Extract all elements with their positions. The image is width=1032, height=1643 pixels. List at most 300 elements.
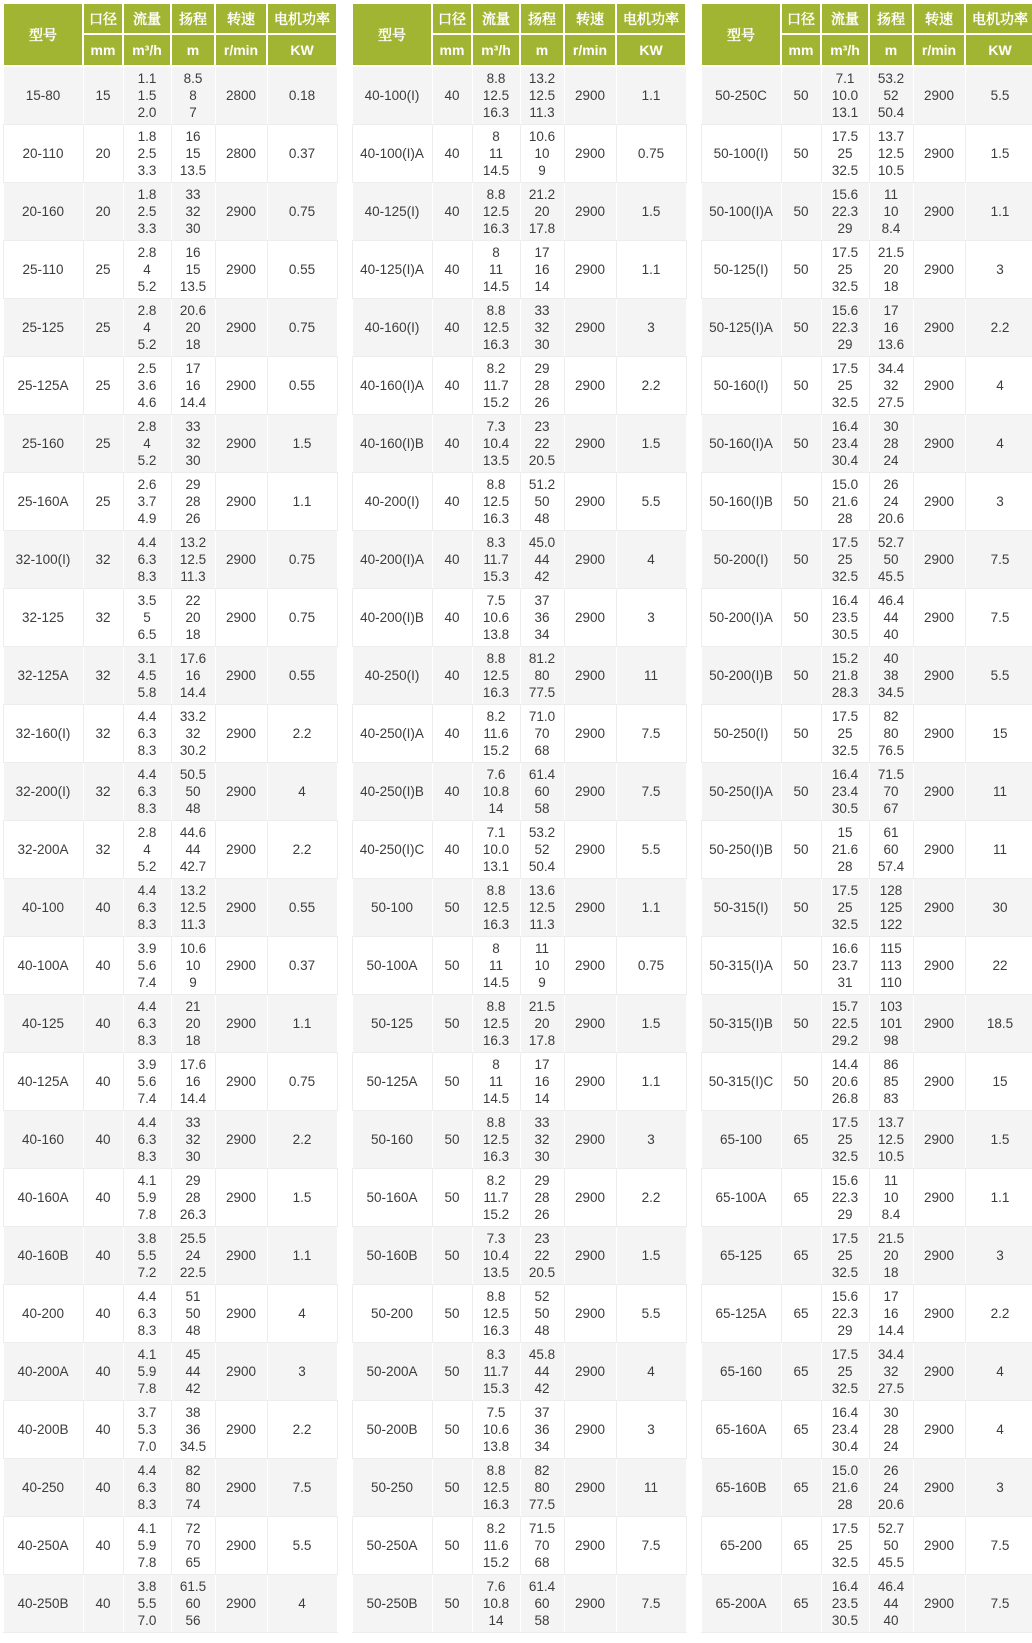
flow-value: 15.3 [482, 1381, 510, 1396]
head-cell [171, 1285, 215, 1343]
head-cell [520, 299, 564, 357]
head-value: 10.5 [877, 163, 905, 178]
flow-cell [123, 821, 171, 879]
head-value: 77.5 [528, 1497, 556, 1512]
table-row [352, 995, 686, 1053]
head-value: 18 [883, 279, 899, 294]
model-cell: 65-125 [701, 1227, 781, 1285]
diameter-cell: 50 [781, 937, 821, 995]
head-value: 34 [534, 627, 550, 642]
diameter-cell: 65 [781, 1517, 821, 1575]
head-value: 17.8 [528, 1033, 556, 1048]
head-value: 20.6 [179, 303, 207, 318]
flow-value: 10.8 [482, 784, 510, 799]
flow-value: 15.2 [482, 1207, 510, 1222]
head-value: 33 [534, 303, 550, 318]
header-power-unit: KW [267, 34, 337, 66]
flow-value: 7.5 [486, 593, 506, 608]
flow-cell [472, 879, 520, 937]
head-cell [869, 1227, 913, 1285]
flow-cell [472, 473, 520, 531]
model-cell: 40-125A [3, 1053, 83, 1111]
table-row [701, 879, 1032, 937]
table-row [701, 821, 1032, 879]
head-value: 30 [883, 1405, 899, 1420]
flow-value: 6.3 [137, 1016, 157, 1031]
flow-cell [821, 183, 869, 241]
flow-value: 4.4 [137, 767, 157, 782]
speed-cell: 2900 [215, 1111, 267, 1169]
speed-cell: 2900 [913, 1227, 965, 1285]
head-value: 36 [534, 610, 550, 625]
flow-value: 2.8 [137, 303, 157, 318]
table-row [352, 937, 686, 995]
power-cell: 4 [965, 357, 1032, 415]
model-cell: 50-250(I) [701, 705, 781, 763]
flow-value: 8.3 [137, 801, 157, 816]
diameter-cell: 50 [781, 66, 821, 125]
head-value: 13.2 [179, 535, 207, 550]
head-cell [171, 937, 215, 995]
speed-cell: 2900 [215, 763, 267, 821]
head-value: 9 [538, 975, 546, 990]
speed-cell: 2900 [913, 531, 965, 589]
speed-cell: 2900 [564, 183, 616, 241]
head-value: 28 [534, 1190, 550, 1205]
flow-value: 12.5 [482, 1132, 510, 1147]
header-speed-unit: r/min [913, 34, 965, 66]
head-cell [869, 937, 913, 995]
head-value: 17 [534, 1057, 550, 1072]
head-cell [171, 1459, 215, 1517]
flow-value: 1.8 [137, 129, 157, 144]
head-cell [171, 415, 215, 473]
model-cell: 65-100 [701, 1111, 781, 1169]
head-value: 17 [534, 245, 550, 260]
power-cell: 4 [965, 1401, 1032, 1459]
table-row [3, 1053, 337, 1111]
flow-value: 8.3 [137, 917, 157, 932]
flow-value: 8 [492, 129, 500, 144]
table-row [701, 1517, 1032, 1575]
table-row [352, 705, 686, 763]
head-value: 21.5 [877, 1231, 905, 1246]
head-cell [869, 763, 913, 821]
diameter-cell: 32 [83, 589, 123, 647]
speed-cell: 2900 [913, 1401, 965, 1459]
flow-value: 22.5 [831, 1016, 859, 1031]
speed-cell: 2900 [564, 241, 616, 299]
flow-value: 11 [488, 958, 503, 973]
flow-value: 4 [143, 436, 151, 451]
flow-value: 4.4 [137, 535, 157, 550]
head-value: 50 [185, 1306, 201, 1321]
pump-table-2 [351, 2, 687, 1633]
flow-value: 7.2 [137, 1265, 157, 1280]
table-row [3, 1227, 337, 1285]
head-value: 10 [534, 146, 550, 161]
flow-value: 23.5 [831, 1596, 859, 1611]
diameter-cell: 65 [781, 1575, 821, 1633]
head-value: 22 [534, 1248, 550, 1263]
table-row [352, 531, 686, 589]
speed-cell: 2900 [913, 357, 965, 415]
head-cell [520, 241, 564, 299]
flow-value: 3.7 [137, 1405, 157, 1420]
table-row [3, 589, 337, 647]
flow-value: 21.6 [831, 494, 859, 509]
table-row [352, 1053, 686, 1111]
head-value: 29 [185, 477, 201, 492]
head-value: 52.7 [877, 535, 905, 550]
diameter-cell: 50 [432, 1111, 472, 1169]
flow-cell [821, 705, 869, 763]
head-value: 46.4 [877, 1579, 905, 1594]
speed-cell: 2900 [913, 589, 965, 647]
power-cell: 4 [965, 1343, 1032, 1401]
head-value: 17 [883, 303, 899, 318]
speed-cell: 2900 [564, 1111, 616, 1169]
model-cell: 40-250(I)A [352, 705, 432, 763]
power-cell: 7.5 [616, 705, 686, 763]
table-row [701, 183, 1032, 241]
flow-cell [821, 241, 869, 299]
flow-cell [821, 763, 869, 821]
flow-value: 32.5 [831, 395, 859, 410]
head-value: 10.5 [877, 1149, 905, 1164]
head-value: 11.3 [529, 105, 555, 120]
head-cell [171, 183, 215, 241]
head-cell [171, 821, 215, 879]
head-value: 33 [534, 1115, 550, 1130]
head-value: 26 [534, 1207, 550, 1222]
flow-cell [472, 763, 520, 821]
head-value: 48 [534, 1323, 550, 1338]
flow-value: 7.6 [486, 1579, 506, 1594]
flow-value: 12.5 [482, 320, 510, 335]
flow-value: 16.4 [831, 419, 859, 434]
model-cell: 50-315(I)B [701, 995, 781, 1053]
power-cell: 4 [267, 1285, 337, 1343]
table-row [3, 1517, 337, 1575]
diameter-cell: 40 [83, 995, 123, 1053]
head-value: 57.4 [877, 859, 905, 874]
flow-value: 30.5 [831, 1613, 859, 1628]
flow-cell [821, 1343, 869, 1401]
speed-cell: 2900 [913, 1575, 965, 1633]
head-value: 30 [185, 221, 201, 236]
table-row [3, 125, 337, 183]
flow-value: 16.4 [831, 593, 859, 608]
head-cell [520, 125, 564, 183]
model-cell: 50-125A [352, 1053, 432, 1111]
flow-value: 5.2 [137, 279, 157, 294]
head-value: 80 [534, 668, 550, 683]
flow-cell [472, 1111, 520, 1169]
head-cell [171, 1575, 215, 1633]
power-cell: 7.5 [965, 589, 1032, 647]
diameter-cell: 50 [781, 473, 821, 531]
head-value: 13.6 [528, 883, 556, 898]
head-value: 72 [185, 1521, 201, 1536]
diameter-cell: 65 [781, 1401, 821, 1459]
head-cell [520, 415, 564, 473]
diameter-cell: 40 [432, 589, 472, 647]
table-row [3, 241, 337, 299]
head-cell [869, 1401, 913, 1459]
head-value: 11.3 [529, 917, 555, 932]
table-row [352, 1343, 686, 1401]
flow-cell [472, 66, 520, 125]
head-value: 45 [185, 1347, 201, 1362]
diameter-cell: 40 [83, 1575, 123, 1633]
head-value: 10.6 [179, 941, 207, 956]
head-cell [520, 647, 564, 705]
head-value: 71.5 [877, 767, 905, 782]
flow-value: 20.6 [831, 1074, 859, 1089]
speed-cell: 2900 [564, 299, 616, 357]
flow-value: 17.5 [831, 1231, 859, 1246]
power-cell: 1.5 [616, 415, 686, 473]
head-value: 33.2 [179, 709, 207, 724]
power-cell: 1.5 [965, 1111, 1032, 1169]
table-row [352, 241, 686, 299]
diameter-cell: 50 [781, 531, 821, 589]
model-cell: 40-250(I)C [352, 821, 432, 879]
flow-value: 17.5 [831, 1521, 859, 1536]
head-value: 20.6 [877, 511, 905, 526]
pump-table-1 [2, 2, 338, 1633]
diameter-cell: 20 [83, 183, 123, 241]
table-row [352, 1227, 686, 1285]
power-cell: 4 [616, 1343, 686, 1401]
flow-value: 8 [492, 1057, 500, 1072]
model-cell: 32-100(I) [3, 531, 83, 589]
head-value: 15 [185, 146, 201, 161]
model-cell: 50-160B [352, 1227, 432, 1285]
power-cell: 1.5 [616, 1227, 686, 1285]
power-cell: 2.2 [616, 357, 686, 415]
head-cell [869, 821, 913, 879]
head-value: 48 [185, 1323, 201, 1338]
head-value: 82 [883, 709, 899, 724]
head-value: 32 [883, 378, 899, 393]
flow-value: 16.3 [482, 917, 510, 932]
flow-cell [821, 1575, 869, 1633]
head-value: 34 [534, 1439, 550, 1454]
table-row [3, 705, 337, 763]
head-cell [869, 647, 913, 705]
flow-value: 13.1 [482, 859, 510, 874]
flow-cell [821, 1459, 869, 1517]
head-cell [869, 66, 913, 125]
power-cell: 5.5 [616, 821, 686, 879]
flow-value: 22.3 [831, 1190, 859, 1205]
flow-value: 17.5 [831, 535, 859, 550]
flow-value: 5.2 [137, 859, 157, 874]
head-cell [869, 705, 913, 763]
flow-value: 25 [837, 1248, 853, 1263]
speed-cell: 2900 [564, 357, 616, 415]
diameter-cell: 65 [781, 1459, 821, 1517]
head-value: 11.3 [180, 569, 206, 584]
head-value: 26 [883, 477, 899, 492]
head-value: 18 [883, 1265, 899, 1280]
head-value: 10 [534, 958, 550, 973]
head-value: 26 [883, 1463, 899, 1478]
table-row [352, 1169, 686, 1227]
speed-cell: 2900 [215, 1575, 267, 1633]
head-value: 20 [883, 1248, 899, 1263]
head-value: 13.7 [877, 1115, 905, 1130]
flow-value: 6.3 [137, 1132, 157, 1147]
flow-value: 26.8 [831, 1091, 859, 1106]
head-value: 68 [534, 743, 550, 758]
diameter-cell: 32 [83, 647, 123, 705]
head-value: 8 [189, 88, 197, 103]
flow-value: 2.5 [137, 361, 157, 376]
speed-cell: 2900 [215, 1285, 267, 1343]
flow-value: 28 [837, 1497, 853, 1512]
flow-value: 15.6 [831, 187, 859, 202]
power-cell: 1.1 [267, 1227, 337, 1285]
flow-cell [123, 995, 171, 1053]
head-value: 128 [879, 883, 903, 898]
flow-value: 14.5 [482, 279, 510, 294]
flow-value: 2.5 [137, 146, 157, 161]
speed-cell: 2900 [913, 125, 965, 183]
speed-cell: 2900 [215, 1401, 267, 1459]
diameter-cell: 40 [432, 241, 472, 299]
head-value: 11.3 [180, 917, 206, 932]
flow-value: 25 [837, 726, 853, 741]
power-cell: 7.5 [965, 1517, 1032, 1575]
flow-cell [123, 1517, 171, 1575]
head-value: 10 [883, 1190, 899, 1205]
flow-value: 28 [837, 859, 853, 874]
flow-cell [123, 1401, 171, 1459]
head-value: 46.4 [877, 593, 905, 608]
speed-cell: 2900 [215, 821, 267, 879]
flow-value: 8.8 [486, 1115, 506, 1130]
head-value: 17.6 [179, 1057, 207, 1072]
head-value: 81.2 [528, 651, 556, 666]
flow-value: 7.8 [137, 1381, 157, 1396]
flow-cell [123, 1169, 171, 1227]
head-value: 21.5 [877, 245, 905, 260]
model-cell: 50-315(I)C [701, 1053, 781, 1111]
model-cell: 40-100A [3, 937, 83, 995]
flow-value: 6.3 [137, 784, 157, 799]
head-cell [869, 589, 913, 647]
table-row [701, 299, 1032, 357]
flow-value: 15.2 [482, 395, 510, 410]
head-value: 21.5 [528, 999, 556, 1014]
flow-cell [821, 415, 869, 473]
table-header [352, 3, 686, 66]
head-cell [869, 1111, 913, 1169]
head-value: 113 [880, 958, 902, 973]
head-value: 17.6 [179, 651, 207, 666]
head-value: 77.5 [528, 685, 556, 700]
flow-cell [821, 1227, 869, 1285]
flow-value: 8.8 [486, 477, 506, 492]
table-row [3, 1169, 337, 1227]
table-row [3, 1111, 337, 1169]
head-value: 53.2 [528, 825, 556, 840]
flow-value: 23.5 [831, 610, 859, 625]
flow-value: 3.9 [137, 941, 157, 956]
model-cell: 50-100(I)A [701, 183, 781, 241]
head-value: 65 [185, 1555, 201, 1570]
diameter-cell: 40 [432, 357, 472, 415]
head-value: 13.5 [179, 163, 207, 178]
head-cell [171, 1401, 215, 1459]
model-cell: 50-250 [352, 1459, 432, 1517]
model-cell: 65-160A [701, 1401, 781, 1459]
diameter-cell: 50 [781, 241, 821, 299]
table-row [701, 647, 1032, 705]
power-cell: 22 [965, 937, 1032, 995]
model-cell: 40-125(I)A [352, 241, 432, 299]
diameter-cell: 50 [432, 995, 472, 1053]
head-cell [869, 357, 913, 415]
head-value: 30.2 [179, 743, 207, 758]
diameter-cell: 50 [781, 357, 821, 415]
flow-value: 8.8 [486, 1463, 506, 1478]
header-head: 扬程 [869, 3, 913, 34]
power-cell: 1.1 [616, 1053, 686, 1111]
head-value: 28 [534, 378, 550, 393]
diameter-cell: 40 [432, 531, 472, 589]
flow-cell [123, 125, 171, 183]
head-cell [520, 995, 564, 1053]
model-cell: 50-125(I)A [701, 299, 781, 357]
flow-value: 15.2 [831, 651, 859, 666]
flow-value: 11.7 [483, 378, 509, 393]
table-row [701, 415, 1032, 473]
head-value: 22 [534, 436, 550, 451]
head-value: 29 [534, 1173, 550, 1188]
table-body [701, 66, 1032, 1633]
header-diameter: 口径 [83, 3, 123, 34]
head-value: 16 [534, 1074, 550, 1089]
speed-cell: 2800 [215, 66, 267, 125]
diameter-cell: 40 [83, 1401, 123, 1459]
head-value: 24 [185, 1248, 201, 1263]
head-cell [520, 937, 564, 995]
diameter-cell: 40 [432, 763, 472, 821]
head-value: 23 [534, 1231, 550, 1246]
flow-value: 32.5 [831, 1381, 859, 1396]
head-value: 24 [883, 453, 899, 468]
flow-value: 3.8 [137, 1231, 157, 1246]
table-row [3, 879, 337, 937]
head-value: 85 [883, 1074, 899, 1089]
flow-cell [821, 1285, 869, 1343]
head-value: 34.4 [877, 361, 905, 376]
power-cell: 0.37 [267, 937, 337, 995]
diameter-cell: 25 [83, 241, 123, 299]
speed-cell: 2900 [913, 763, 965, 821]
table-row [352, 647, 686, 705]
table-row [701, 473, 1032, 531]
flow-cell [123, 415, 171, 473]
table-row [3, 1575, 337, 1633]
flow-value: 25 [837, 900, 853, 915]
header-speed: 转速 [913, 3, 965, 34]
flow-value: 5.8 [137, 685, 157, 700]
